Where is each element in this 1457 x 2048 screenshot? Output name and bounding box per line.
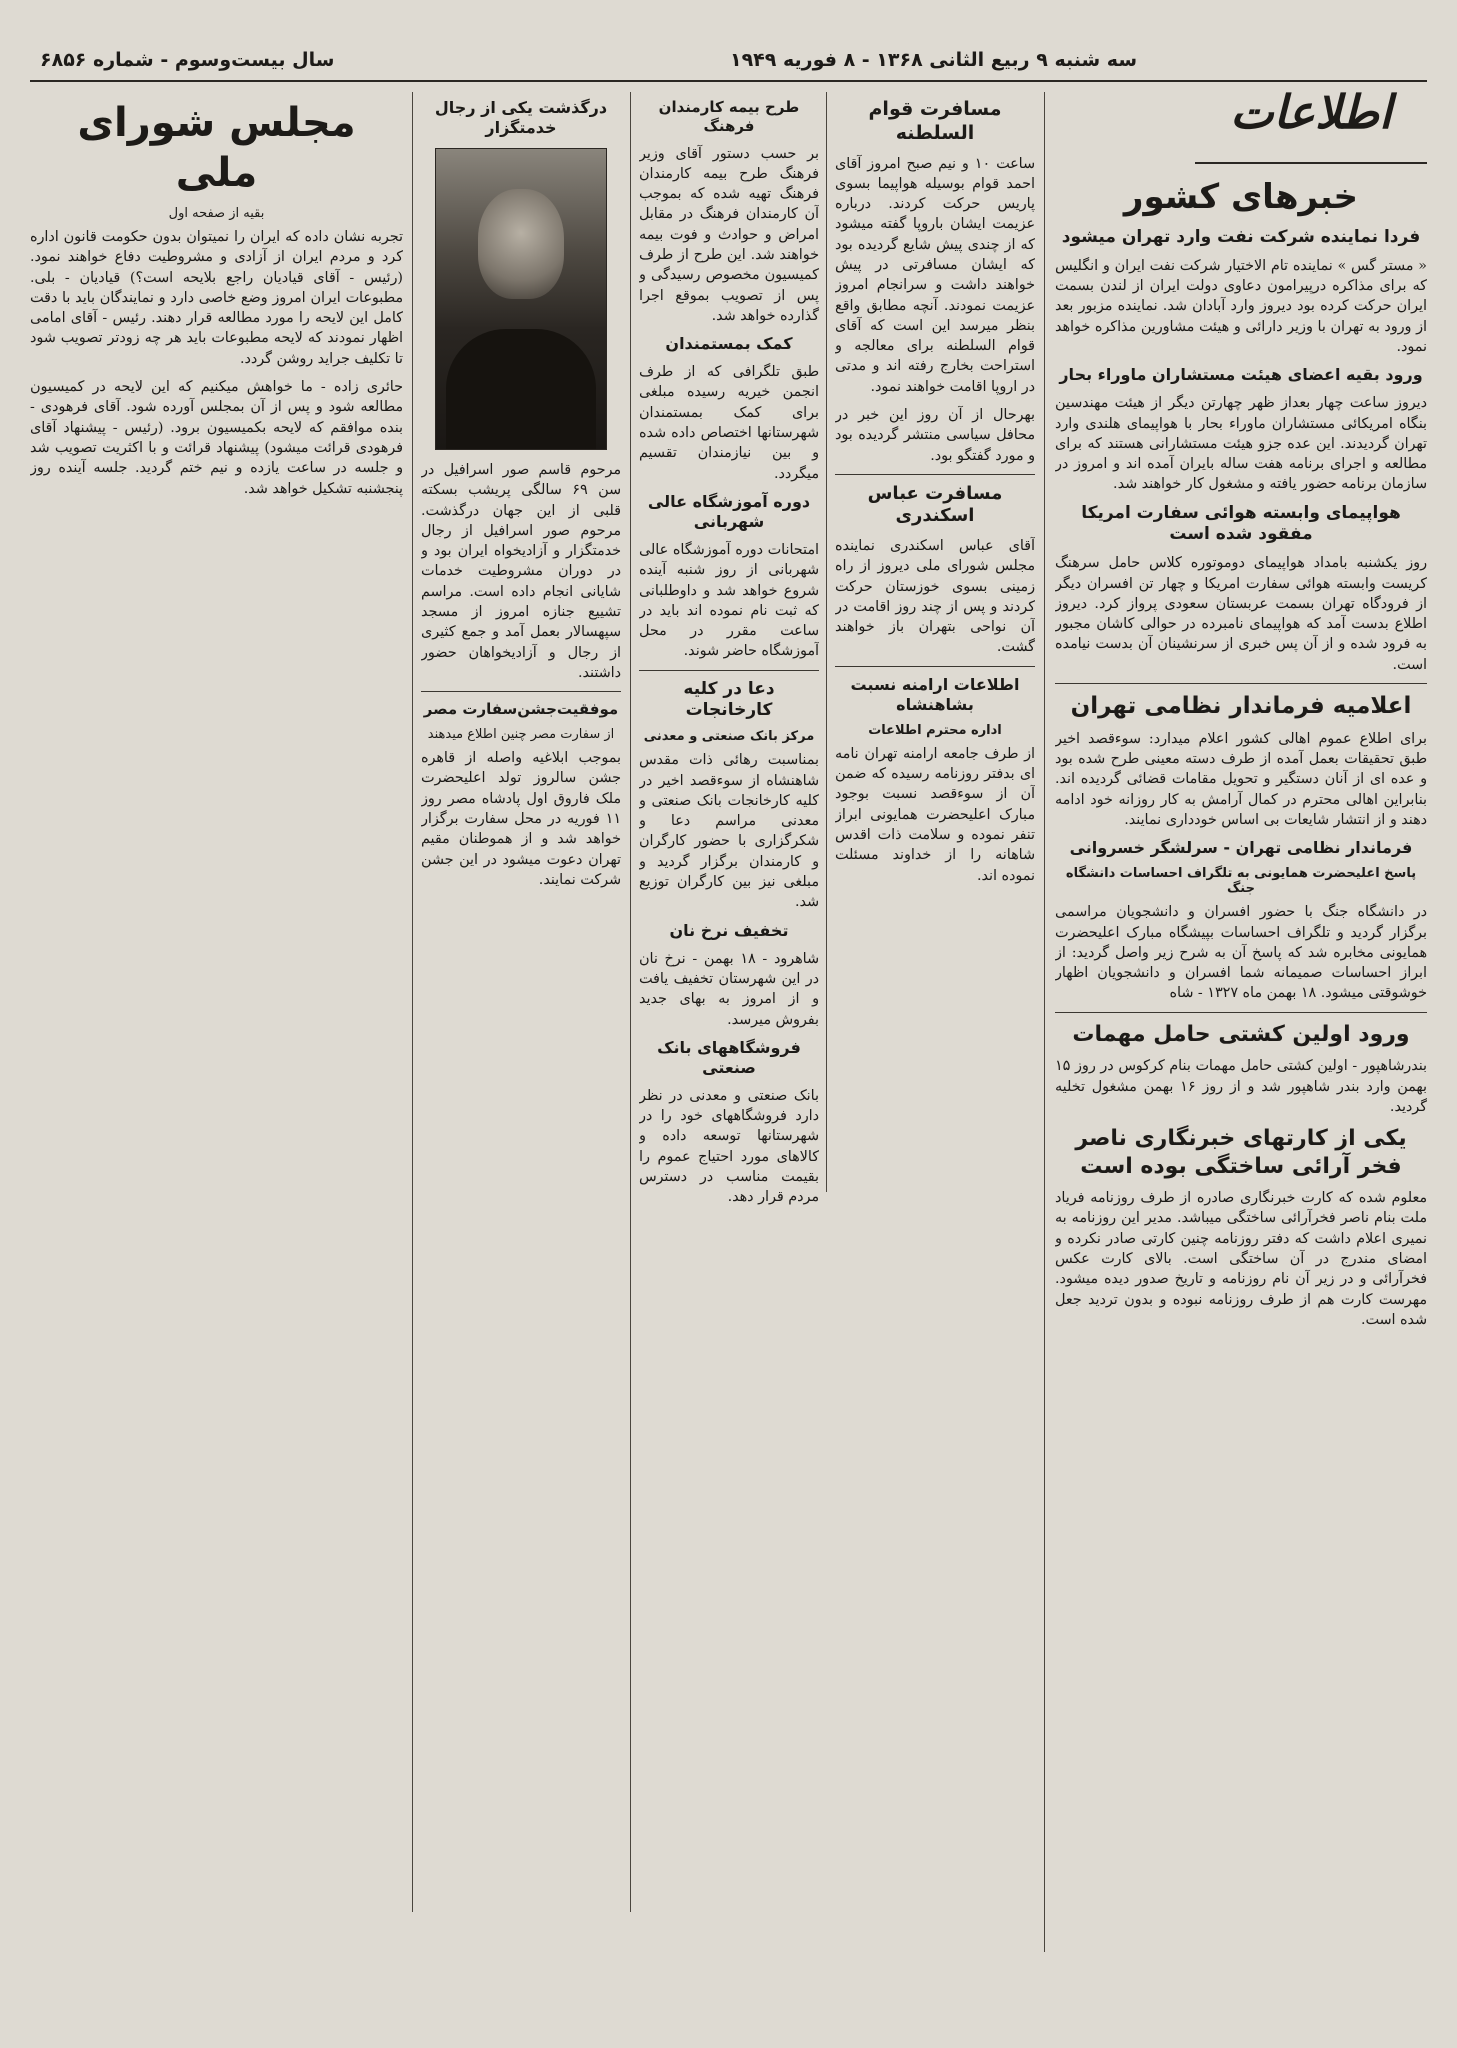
column-rule xyxy=(412,92,413,1912)
telegram-title: فرماندار نظامی تهران - سرلشگر خسروانی xyxy=(1069,838,1413,858)
aid-text: طبق تلگرافی که از طرف انجمن خیریه رسیده مبلغی برای کمک بمستمندان شهرستانها اختصاص داده شده و بین نیازمندان تقسیم میگردد. xyxy=(639,364,819,482)
divider xyxy=(1055,1012,1427,1013)
parliament-sub: بقیه از صفحه اول xyxy=(168,206,265,221)
parliament-title: مجلس شورای ملی xyxy=(77,100,356,196)
press-sub: اداره محترم اطلاعات xyxy=(868,722,1002,738)
industry-text: بمناسبت رهائی ذات مقدس شاهنشاه از سوءقصد اخیر در کلیه کارخانجات بانک صنعتی و معدنی مراسم دعا و شکرگزاری با حضور کارگران و کارمندان برگزار گردید و مبلغی نیز بین کارگران توزیع شد. xyxy=(639,752,819,911)
press-title: اطلاعات ارامنه نسبت بشاهنشاه xyxy=(850,674,1020,714)
divider xyxy=(421,691,621,692)
ship-title: ورود اولین کشتی حامل مهمات xyxy=(1072,1021,1410,1047)
abbas-text: آقای عباس اسکندری نماینده مجلس شورای ملی دیروز از راه زمینی بسوی خوزستان حرکت کردند و پس از چند روز اقامت در آن نواحی بتهران باز خواهند گشت. xyxy=(835,537,1035,656)
culture-text: بر حسب دستور آقای وزیر فرهنگ طرح بیمه کارمندان فرهنگ تهیه شده که بموجب آن کارمندان فرهنگ در مقابل امراض و حوادث و فوت بیمه خواهند شد. این طرح از طرف کمیسیون مخصوص رسیدگی و پس از تصویب بموقع اجرا گذارده خواهد شد. xyxy=(639,145,819,324)
aid-title: کمک بمستمندان xyxy=(665,334,793,354)
culture-title: طرح بیمه کارمندان فرهنگ xyxy=(658,98,800,135)
newspaper-page xyxy=(30,40,1427,2030)
rate-text: شاهرود - ۱۸ بهمن - نرخ نان در این شهرستان تخفیف یافت و از امروز به بهای جدید بفروش میرسد. xyxy=(639,950,819,1028)
divider xyxy=(1055,683,1427,684)
country-news-lead: فردا نماینده شرکت نفت وارد تهران میشود xyxy=(1061,226,1421,247)
abbas-title: مسافرت عباس اسکندری xyxy=(867,482,1003,527)
obituary-title: درگذشت یکی از رجال خدمتگزار xyxy=(434,98,608,137)
experts-text: دیروز ساعت چهار بعداز ظهر چهارتن دیگر از هیئت مهندسین بنگاه امریکائی مستشاران ماوراء بحار با هواپیمای هلندی وارد تهران گردیدند. این عده جزو هیئت مستشارانی هستند که برای مطالعه و اجرای برنامه هفت ساله بایران آمده اند و امروز در سازمان برنامه حضور یافته و مشغول کار خواهند شد. xyxy=(1055,395,1427,493)
obituary-text: مرحوم قاسم صور اسرافیل در سن ۶۹ سالگی پریشب بسکته قلبی از این جهان درگذشت. مرحوم صور اسرافیل از رجال خدمتگزار و آزادیخواه ایران بود و در دوران مشروطیت خدمات شایانی انجام داده است. مراسم تشییع جنازه امروز از مسجد سپهسالار بعمل آمد و جمع کثیری از رجال و آزادیخواهان حضور داشتند. xyxy=(421,462,621,681)
culture-column xyxy=(639,92,819,1912)
stores-title: فروشگاههای بانک صنعتی xyxy=(657,1037,801,1077)
experts-title: ورود بقیه اعضای هیئت مستشاران ماوراء بحار xyxy=(1059,365,1423,385)
telegram-sub: پاسخ اعلیحضرت همایونی به تلگراف احساسات دانشگاه جنگ xyxy=(1065,866,1417,897)
industry-sub: مرکز بانک صنعتی و معدنی xyxy=(643,729,815,745)
divider xyxy=(835,474,1035,475)
divider xyxy=(639,670,819,671)
divider xyxy=(835,666,1035,667)
portrait-face xyxy=(478,189,564,299)
qavam-text: ساعت ۱۰ و نیم صبح امروز آقای احمد قوام بوسیله هواپیما بسوی پاریس حرکت کردند. درباره عزیمت ایشان باروپا گفته میشود که از چندی پیش شایع گردیده بود که ایشان مسافرتی در پیش خواهند داشت و سرانجام امروز عزیمت نمودند. آنچه مطابق واقع بنظر میرسد این است که آقای قوام السلطنه برای معالجه و استراحت بخارج رفته اند و مدتی در اروپا اقامت خواهند نمود. xyxy=(835,155,1035,395)
egypt-title: موفقیت‌جشن‌سفارت مصر xyxy=(423,700,619,719)
stores-text: بانک صنعتی و معدنی در نظر دارد فروشگاههای خود را در شهرستانها توسعه داده و کالاهای مورد احتیاج عموم را بقیمت مناسب در دسترس مردم قرار دهد. xyxy=(639,1087,819,1206)
school-title: دوره آموزشگاه عالی شهربانی xyxy=(647,491,811,531)
obituary-column xyxy=(421,92,621,1912)
plane-text: روز یکشنبه بامداد هواپیمای دوموتوره کلاس حامل سرهنگ کریست وابسته هوائی سفارت امریکا و چهار تن افسران دیگر از فرودگاه تهران بسمت عربستان سعودی پرواز کرد. دیروز اطلاع بدست آمد که هواپیمای نامبرده در حوالی کاشان مجبور به فرود شده و از آن پس خبری از سرنشینان آن بدست نیامده است. xyxy=(1055,555,1427,673)
egypt-sub: از سفارت مصر چنین اطلاع میدهند xyxy=(427,727,615,743)
ship-text: بندرشاهپور - اولین کشتی حامل مهمات بنام کرکوس در روز ۱۵ بهمن وارد بندر شاهپور شد و از روز ۱۶ بهمن مشغول تخلیه گردید. xyxy=(1055,1058,1427,1115)
newspaper-logo: اطلاعات xyxy=(1195,62,1427,164)
column-rule xyxy=(1044,92,1045,1952)
country-news-column xyxy=(1055,170,1427,2030)
parliament-column xyxy=(30,92,403,1952)
parliament-text: تجربه نشان داده که ایران را نمیتوان بدون حکومت قانون اداره کرد و مردم ایران از آزادی و مشروطیت دفاع خواهند نمود. (رئیس - آقای قیادیان راجع بلایحه است؟) قیادیان - بلی. مطبوعات ایران امروز وضع خاصی دارد و نمایندگان باید با دقت کامل این لایحه را مورد مطالعه قرار دهند. رئیس - آقای امامی اظهار نمودند که لایحه مطبوعات باید هر چه زودتر تصویب شود تا تکلیف جراید روشن گردد. xyxy=(30,229,403,367)
country-news-title: خبرهای کشور xyxy=(1123,177,1359,217)
qavam-sub: بهرحال از آن روز این خبر در محافل سیاسی منتشر گردیده بود و مورد گفتگو بود. xyxy=(835,407,1035,464)
egypt-text: بموجب ابلاغیه واصله از قاهره جشن سالروز تولد اعلیحضرت ملک فاروق اول پادشاه مصر روز ۱۱ فوریه در محل سفارت برگزار خواهد شد و از هموطنان مقیم تهران دعوت میشود در این جشن شرکت نمایند. xyxy=(421,750,621,888)
parliament-text-2: حائری زاده - ما خواهش میکنیم که این لایحه در کمیسیون مطالعه شود و پس از آن بمجلس آورده شود. آقای فرهودی - بنده موافقم که لایحه بکمیسیون برود. (رئیس - پیشنهاد آقای فرهودی قرائت میشود) پیشنهاد قرائت و با اکثریت تصویب شد و جلسه در ساعت یازده و نیم ختم گردید. جلسه آینده روز پنجشنبه تشکیل خواهد شد. xyxy=(30,379,403,497)
masthead-issue: سال بیست‌وسوم - شماره ۶۸۵۶ xyxy=(40,49,335,71)
portrait-photo xyxy=(435,148,607,450)
qavam-column xyxy=(835,92,1035,1192)
plane-title: هواپیمای وابسته هوائی سفارت امریکا مفقود شده است xyxy=(1081,502,1401,544)
column-rule xyxy=(826,92,827,1192)
masthead-date: سه شنبه ۹ ربیع الثانی ۱۳۶۸ - ۸ فوریه ۱۹۴۹ xyxy=(729,49,1137,71)
school-text: امتحانات دوره آموزشگاه عالی شهربانی از روز شنبه آینده شروع خواهد شد و داوطلبانی که ثبت نام نموده اند باید در ساعت مقرر در محل آموزشگاه حاضر شوند. xyxy=(639,541,819,660)
telegram-text: در دانشگاه جنگ با حضور افسران و دانشجویان مراسمی برگزار گردید و تلگراف احساسات بپیشگاه مبارک اعلیحضرت همایونی مخابره شد که پاسخ آن به شرح زیر واصل گردید: از ابراز احساسات صمیمانه شما افسران و دانشجویان اظهار خوشوقتی میشود. ۱۸ بهمن ماه ۱۳۲۷ - شاه xyxy=(1055,904,1427,1002)
nasser-text: معلوم شده که کارت خبرنگاری صادره از طرف روزنامه فریاد ملت بنام ناصر فخرآرائی ساختگی میباشد. مدیر این روزنامه به نمیری اعلام داشت که دفتر روزنامه چنین کارتی صادر نکرده و امضای مندرج در آن ساختگی است. بالای کارت عکس فخرآرائی و در زیر آن نام روزنامه و تاریخ صدور دیده میشود. مهرست کارت هم از طرف روزنامه نبوده و بدون تردید جعل شده است. xyxy=(1055,1190,1427,1328)
military-title: اعلامیه فرماندار نظامی تهران xyxy=(1070,693,1412,719)
column-rule xyxy=(630,92,631,1912)
portrait-suit xyxy=(446,329,596,449)
qavam-title: مسافرت قوام السلطنه xyxy=(868,98,1002,144)
rate-title: تخفیف نرخ نان xyxy=(669,920,789,940)
press-text: از طرف جامعه ارامنه تهران نامه ای بدفتر روزنامه رسیده که ضمن آن از سوءقصد نسبت بوجود مبارک اعلیحضرت همایونی ابراز تنفر نموده و سلامت ذات اقدس شاهانه را از خداوند مسئلت نموده اند. xyxy=(835,745,1035,884)
country-news-lead-text: « مستر گس » نماینده تام الاختیار شرکت نفت ایران و انگلیس که برای مذاکره درپیرامون دعاوی دولت ایران از لندن بسمت ایران حرکت کرده بود دیروز وارد آبادان شد. نماینده مزبور بعد از ورود به تهران با وزیر دارائی و هیئت مشاورین مذاکره خواهد نمود. xyxy=(1055,257,1427,355)
industry-title: دعا در کلیه کارخانجات xyxy=(683,678,775,720)
military-text: برای اطلاع عموم اهالی کشور اعلام میدارد: سوءقصد اخیر طبق تحقیقات بعمل آمده از طرف دسته معینی طرح شده بود و عده ای از آنان دستگیر و تحویل مقامات قضائی گردیده اند. بنابراین اهالی محترم در کمال آرامش به کار روزانه خود ادامه دهند و از انتشار شایعات بی اساس خودداری نمایند. xyxy=(1055,730,1427,828)
nasser-title: یکی از کارتهای خبرنگاری ناصر فخر آرائی ساختگی بوده است xyxy=(1075,1126,1407,1179)
